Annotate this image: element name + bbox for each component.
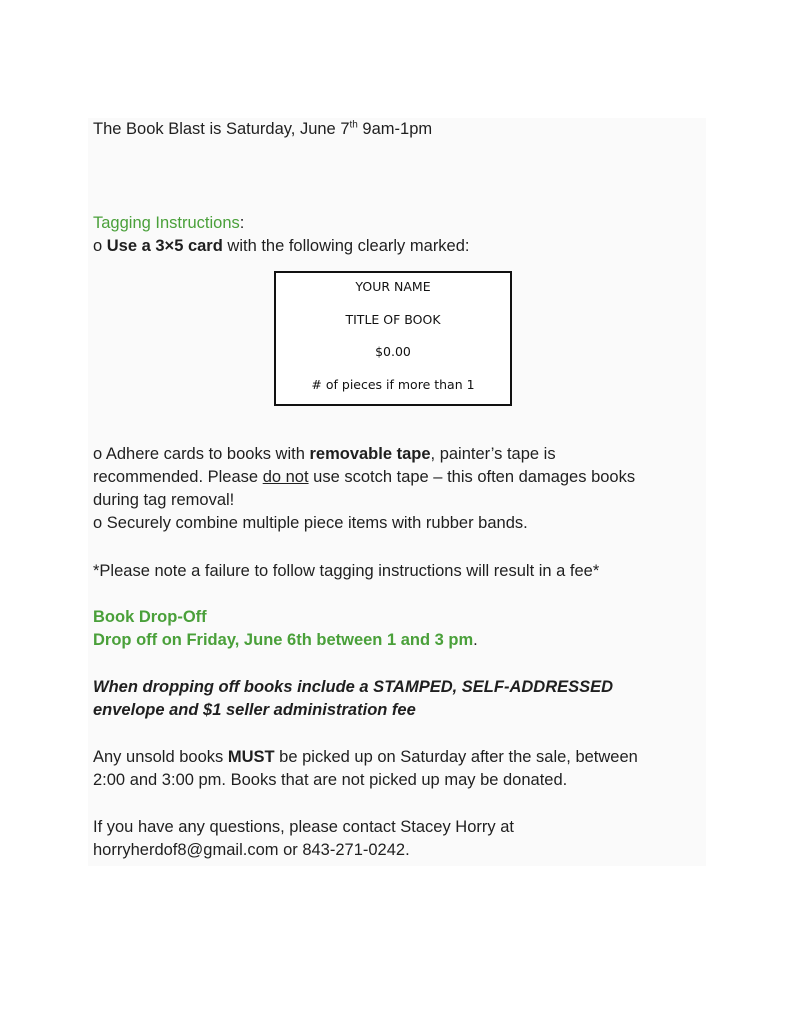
dropoff-time: Drop off on Friday, June 6th between 1 and 3 pm xyxy=(93,631,474,649)
tag-card-example xyxy=(274,271,512,406)
card-line-pieces: # of pieces if more than 1 xyxy=(311,377,475,392)
pickup-text: Any unsold books xyxy=(93,748,228,766)
card-line-title: TITLE OF BOOK xyxy=(345,312,441,327)
card-line-price: $0.00 xyxy=(375,344,411,359)
pickup-line-2: 2:00 and 3:00 pm. Books that are not picked up may be donated. xyxy=(93,771,568,789)
intro-superscript: th xyxy=(349,119,358,131)
fee-note: *Please note a failure to follow tagging instructions will result in a fee* xyxy=(93,562,600,580)
tagging-step-2-line-3: during tag removal! xyxy=(93,491,235,509)
contact-line-1: If you have any questions, please contact Stacey Horry at xyxy=(93,818,514,836)
step-2-text-cont: , painter’s tape is xyxy=(430,445,556,463)
envelope-line-2: envelope and $1 seller administration fee xyxy=(93,701,416,719)
tagging-step-3: o Securely combine multiple piece items with rubber bands. xyxy=(93,514,528,532)
bullet: o xyxy=(93,237,107,255)
tagging-heading-text: Tagging Instructions xyxy=(93,214,240,232)
intro-time: 9am-1pm xyxy=(357,120,433,138)
do-not-emphasis: do not xyxy=(262,468,309,486)
tagging-heading-colon: : xyxy=(239,214,245,232)
card-size-emphasis: Use a 3×5 card xyxy=(106,237,223,255)
pickup-line-1 xyxy=(93,746,638,769)
dropoff-heading: Book Drop-Off xyxy=(93,608,207,626)
step-2-text: recommended. Please xyxy=(93,468,263,486)
step-1-text: with the following clearly marked: xyxy=(222,237,470,255)
card-line-name: YOUR NAME xyxy=(355,279,431,294)
tagging-step-1 xyxy=(93,235,470,258)
intro-text: The Book Blast is Saturday, June 7 xyxy=(93,120,350,138)
contact-line-2: horryherdof8@gmail.com or 843-271-0242. xyxy=(93,841,410,859)
pickup-text-cont: be picked up on Saturday after the sale, between xyxy=(274,748,638,766)
step-2-text-cont: use scotch tape – this often damages books xyxy=(308,468,636,486)
dropoff-period: . xyxy=(473,631,478,649)
tagging-heading xyxy=(93,212,244,235)
tagging-step-2-line-2 xyxy=(93,466,635,489)
step-2-text: o Adhere cards to books with xyxy=(93,445,310,463)
removable-tape-emphasis: removable tape xyxy=(309,445,431,463)
intro-line xyxy=(93,118,432,141)
must-emphasis: MUST xyxy=(227,748,275,766)
envelope-line-1: When dropping off books include a STAMPED, SELF-ADDRESSED xyxy=(93,678,614,696)
tagging-step-2-line-1 xyxy=(93,443,556,466)
dropoff-line xyxy=(93,629,478,652)
